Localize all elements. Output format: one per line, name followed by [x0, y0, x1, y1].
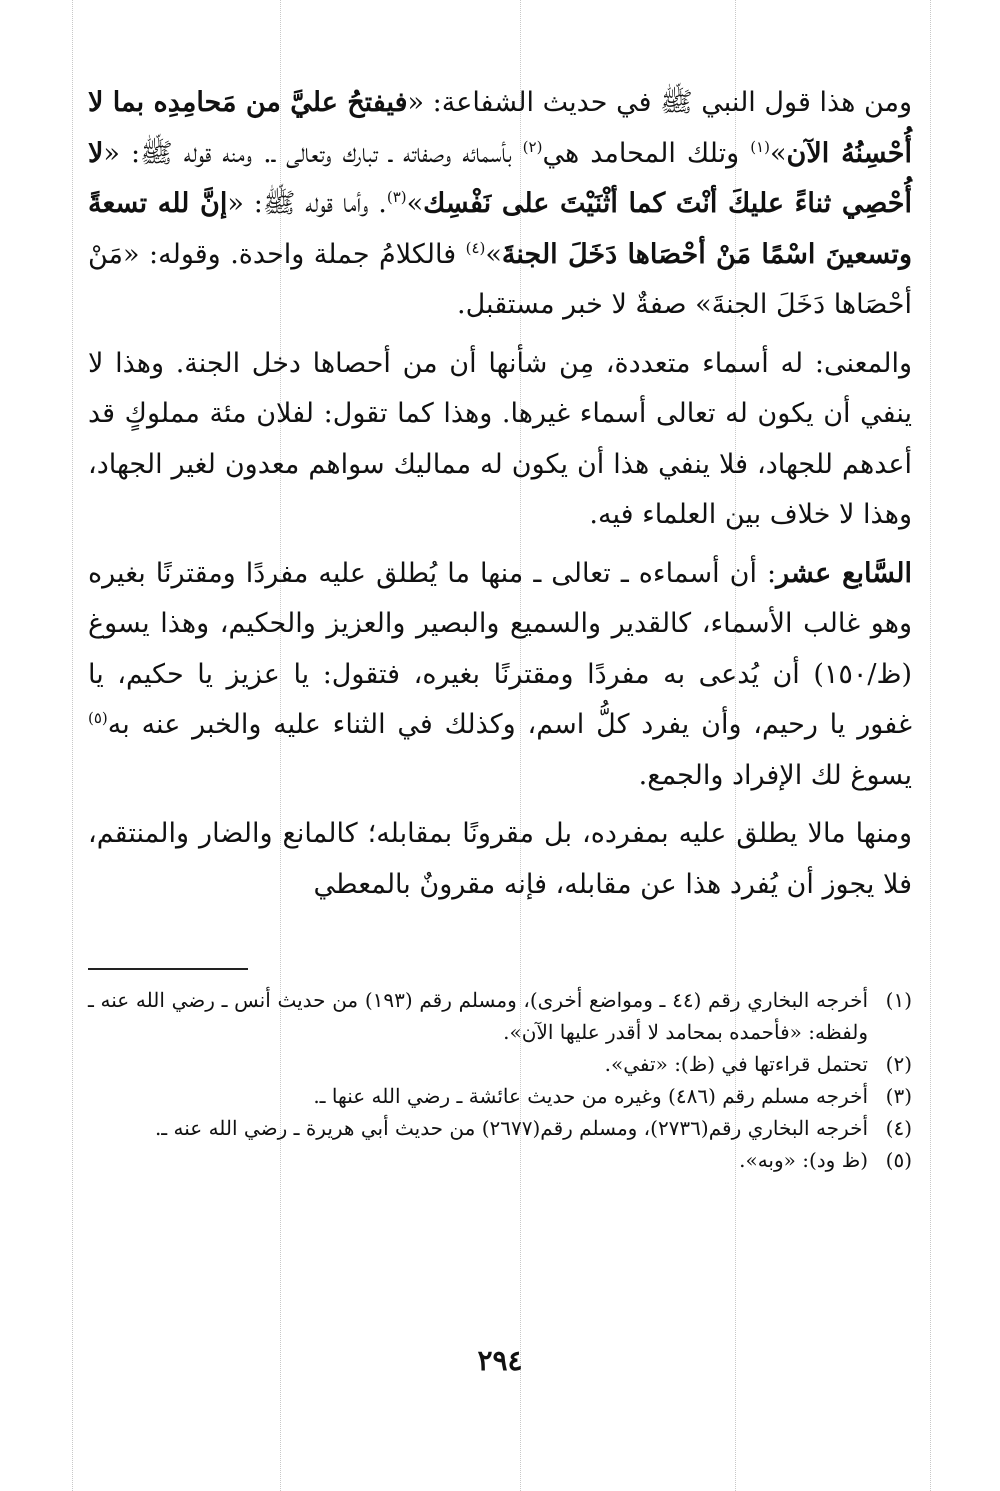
page-body [88, 78, 912, 1176]
paragraph [88, 339, 912, 541]
footnote [88, 984, 912, 1048]
footnote [88, 1080, 912, 1112]
text-run: : أن أسماءه ـ تعالى ـ منها ما يُطلق عليه مفردًا ومقترنًا بغيره وهو غالب الأسماء، كالقدير والسميع والبصير والعزيز والحكيم، وهذا يسوغ (ظ/١٥٠) أن يُدعى به مفردًا ومقترنًا بغيره، فتقول: يا عزيز يا حكيم، يا غفور يا رحيم، وأن يفرد كلُّ اسم، وكذلك في الثناء عليه والخبر عنه به [88, 557, 912, 740]
footnote-text: أخرجه البخاري رقم(٢٧٣٦)، ومسلم رقم(٢٦٧٧) من حديث أبي هريرة ـ رضي الله عنه ـ. [154, 1116, 868, 1140]
footnote-text: أخرجه مسلم رقم (٤٨٦) وغيره من حديث عائشة ـ رضي الله عنها ـ. [313, 1084, 868, 1108]
paragraph [88, 78, 912, 331]
footnote-number: (٤) [885, 1116, 912, 1140]
footnote [88, 1048, 912, 1080]
footnote-ref: (٢) [522, 137, 543, 156]
footnote-text: تحتمل قراءتها في (ظ): «تفي». [604, 1052, 868, 1076]
footnote-ref: (٣) [386, 188, 407, 206]
margin-guide [72, 0, 73, 1491]
text-run: وتلك المحامد هي [542, 137, 751, 169]
text-run: يسوغ لك الإفراد والجمع. [638, 759, 912, 791]
footnotes [88, 984, 912, 1176]
page-number: ٢٩٤ [477, 1344, 523, 1377]
footnote-number: (٢) [885, 1052, 912, 1076]
footnote-text: أخرجه البخاري رقم (٤٤ ـ ومواضع أخرى)، ومسلم رقم (١٩٣) من حديث أنس ـ رضي الله عنه ـ ولفظه: «فأحمده بمحامد لا أقدر عليها الآن». [88, 988, 868, 1044]
margin-guide [930, 0, 931, 1491]
paragraph [88, 549, 912, 802]
footnote-number: (٣) [885, 1084, 912, 1108]
bold-text: السَّابع عشر [776, 557, 912, 589]
bold-text: لا أُحْصِي ثناءً عليكَ أنْتَ كما أثْنَيْتَ على نَفْسِك [88, 137, 913, 219]
text-run: والمعنى: له أسماء متعددة، مِن شأنها أن من أحصاها دخل الجنة. وهذا لا ينفي أن يكون له تعالى أسماء غيرها. وهذا كما تقول: لفلان مئة مملوكٍ قد أعدهم للجهاد، فلا ينفي هذا أن يكون له مماليك سواهم معدون لغير الجهاد، وهذا لا خلاف بين العلماء فيه. [88, 347, 912, 530]
main-text [88, 78, 912, 910]
footnote-ref: (١) [750, 137, 770, 156]
text-run: ومنها مالا يطلق عليه بمفرده، بل مقرونًا بمقابله؛ كالمانع والضار والمنتقم، فلا يجوز أن يُفرد هذا عن مقابله، فإنه مقرونٌ بالمعطي [88, 818, 912, 900]
bold-text: إنَّ لله تسعةً وتسعينَ اسْمًا مَنْ أحْصَاها دَخَلَ الجنةَ [88, 188, 912, 270]
text-run: ومن هذا قول النبي ﷺ في حديث الشفاعة: « [407, 87, 912, 118]
text-run: » [406, 188, 424, 219]
text-run: » [485, 238, 502, 270]
bold-text: فيفتحُ عليَّ من مَحامِدِه بما لا أُحْسِنُهُ الآن [88, 87, 912, 169]
footnote-number: (١) [885, 988, 912, 1012]
footnote-ref: (٥) [88, 709, 108, 727]
text-run: فالكلامُ جملة واحدة. وقوله: «مَنْ أحْصَاها دَخَلَ الجنةَ» صفةٌ لا خبر مستقبل. [88, 238, 912, 320]
footnote-text: (ظ ود): «وبه». [739, 1148, 868, 1172]
text-run: بأسمائه وصفاته ـ تبارك وتعالى ـ. ومنه قوله ﷺ: « [103, 137, 523, 169]
footnote-number: (٥) [885, 1148, 912, 1172]
footnote [88, 1144, 912, 1176]
paragraph [88, 809, 912, 910]
footnote-separator [88, 968, 248, 970]
text-run: » [769, 137, 787, 169]
footnote [88, 1112, 912, 1144]
text-run: . وأما قوله ﷺ: « [227, 188, 387, 219]
footnote-ref: (٤) [465, 238, 486, 257]
